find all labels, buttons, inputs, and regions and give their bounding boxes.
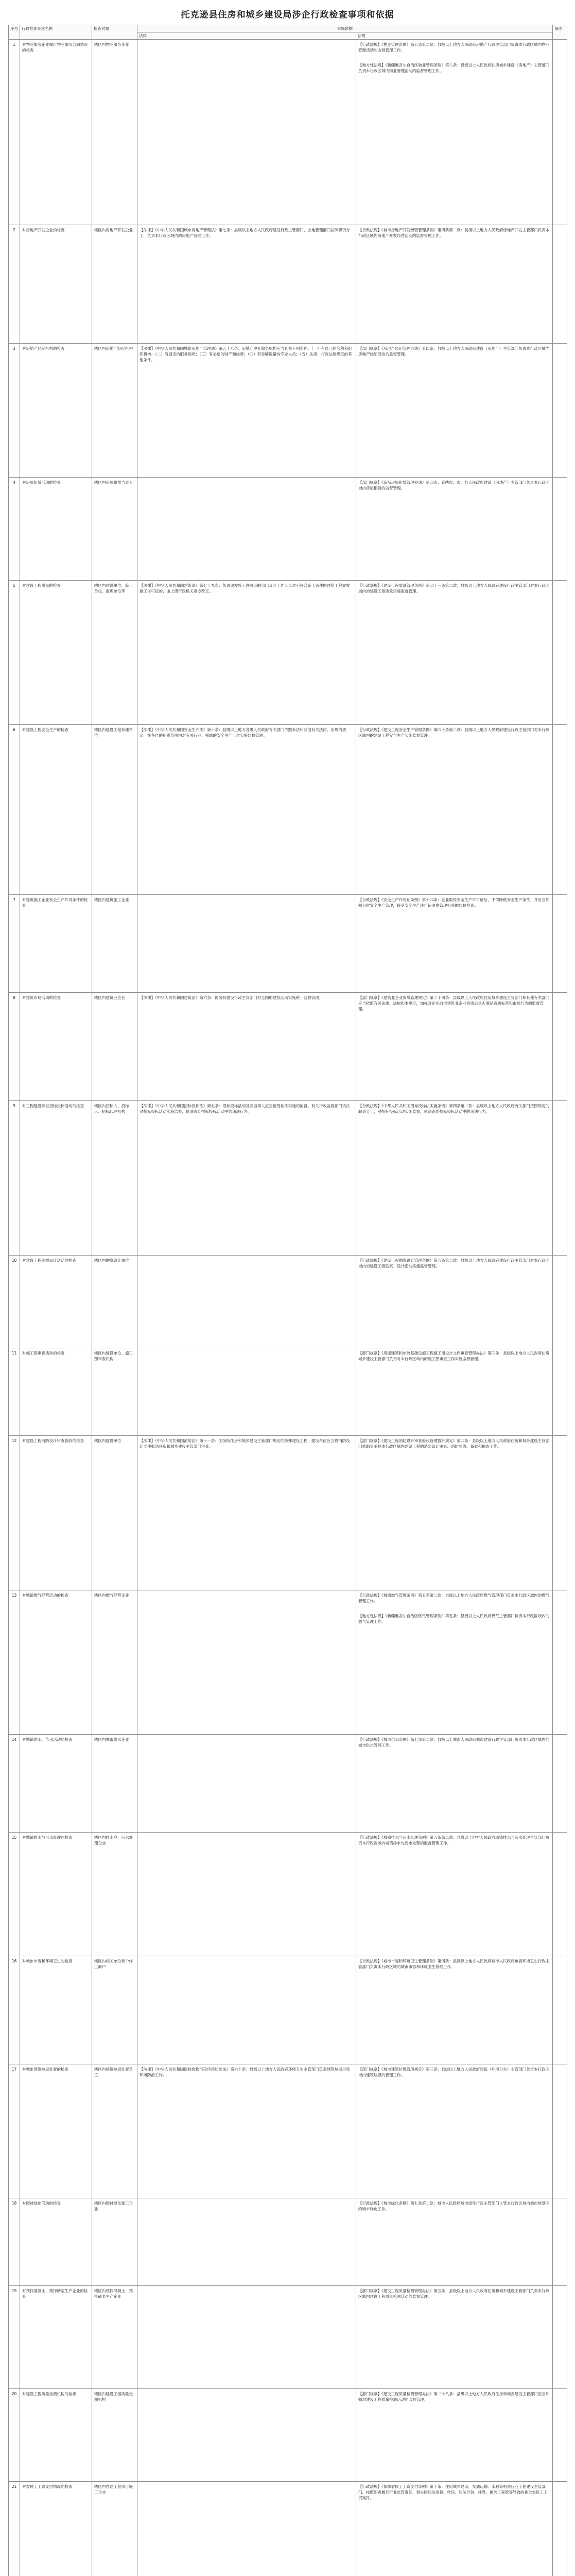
row-number: 5 — [9, 581, 20, 725]
inspection-subject: 辖区内在建工程项目施工企业 — [92, 2482, 137, 2576]
note-cell — [553, 993, 567, 1101]
law-basis-cell — [137, 2064, 356, 2198]
law-basis-text: 【法律】《中华人民共和国城市房地产管理法》第五十八条：房地产中介服务机构应当具备下列条件：（一）有自己的名称和组织机构；（二）有固定的服务场所；（三）有必要的财产和经费；（四）有足够数量的专业人员；（五）法律、行政法规规定的其他条件。 — [140, 346, 352, 362]
regulation-basis-cell — [356, 225, 553, 344]
table-row — [9, 1833, 567, 1956]
table-row — [9, 40, 567, 225]
regulation-basis-cell — [356, 2482, 553, 2576]
inspection-item-name: 对建设工程勘察设计活动的检查 — [20, 1256, 92, 1348]
regulation-basis-text: 【部门规章】《建设工程质量检测管理办法》第二十八条：县级以上地方人民政府住房和城乡建设主管部门应当加强对建设工程质量检测活动的监督管理。 — [358, 2392, 550, 2402]
inspection-item-name: 对城镇燃气经营活动的检查 — [20, 1590, 92, 1735]
regulation-basis-cell — [356, 478, 553, 581]
note-cell — [553, 725, 567, 895]
law-basis-cell — [137, 1348, 356, 1436]
law-basis-text: 【法律】《中华人民共和国建筑法》第六条：国务院建设行政主管部门对全国的建筑活动实施统一监督管理。 — [140, 995, 323, 1000]
row-number: 11 — [9, 1348, 20, 1436]
inspection-subject: 辖区内物业服务企业 — [92, 40, 137, 225]
regulation-basis-text: 【行政法规】《建设工程质量管理条例》第四十三条第二款：县级以上地方人民政府建设行政主管部门对本行政区域内的建设工程质量实施监督管理。 — [358, 583, 550, 594]
table-row — [9, 478, 567, 581]
inspection-subject: 辖区内燃气经营企业 — [92, 1590, 137, 1735]
law-basis-cell — [137, 2482, 356, 2576]
inspection-subject: 辖区内勘察设计单位 — [92, 1256, 137, 1348]
regulation-basis-text: 【行政法规】《城市市容和环境卫生管理条例》第四条：县级以上地方人民政府城市人民政府市容环境卫生行政主管部门负责本行政区域的城市市容和环境卫生管理工作。 — [358, 1959, 550, 1969]
note-cell — [553, 581, 567, 725]
row-number: 19 — [9, 2286, 20, 2389]
table-row — [9, 1956, 567, 2064]
row-number: 7 — [9, 895, 20, 993]
row-number: 8 — [9, 993, 20, 1101]
regulation-basis-text: 【行政法规】《安全生产许可证条例》第十四条：企业取得安全生产许可证后，不得降低安全生产条件，并应当加强日常安全生产管理，接受安全生产许可证颁发管理机关的监督检查。 — [358, 897, 550, 908]
note-cell — [553, 2286, 567, 2389]
inspection-item-name: 对预拌混凝土、预拌砂浆生产企业的检查 — [20, 2286, 92, 2389]
regulation-basis-text: 【部门规章】《房屋建筑和市政基础设施工程施工图设计文件审查管理办法》第四条：县级以上地方人民政府住房城乡建设主管部门负责对本行政区域内的施工图审查工作实施监督管理。 — [358, 1351, 550, 1361]
table-row — [9, 2198, 567, 2286]
law-basis-cell — [137, 40, 356, 225]
inspection-item-name: 对园林绿化活动的检查 — [20, 2198, 92, 2286]
inspection-subject: 辖区内建筑施工企业 — [92, 895, 137, 993]
note-cell — [553, 1735, 567, 1833]
note-cell — [553, 2198, 567, 2286]
note-cell — [553, 344, 567, 478]
regulation-basis-cell — [356, 895, 553, 993]
regulation-basis-cell — [356, 581, 553, 725]
note-cell — [553, 1956, 567, 2064]
table-row — [9, 725, 567, 895]
law-basis-cell — [137, 581, 356, 725]
row-number: 3 — [9, 344, 20, 478]
law-basis-text: 【法律】《中华人民共和国城市房地产管理法》第七条：县级以上地方人民政府建设行政主管部门、土地管理部门按照职责分工，负责本行政区域内的房地产管理工作。 — [140, 228, 350, 238]
regulation-basis-text: 【部门规章】《建筑业企业资质管理规定》第二十四条：县级以上人民政府住房城乡建设主管部门和其他有关部门应当依照有关法律、法规和本规定，加强对企业取得建筑业企业资质后是否满足资质标准和市场行为的监督管理。 — [358, 995, 550, 1011]
inspection-subject: 辖区内相关单位和个体工商户 — [92, 1956, 137, 2064]
inspection-item-name: 对房地产经纪机构的检查 — [20, 344, 92, 478]
header-subject: 检查对象 — [92, 25, 137, 40]
regulation-basis-text: 【部门规章】《房地产经纪管理办法》第四条：县级以上地方人民政府建设（房地产）主管部门负责本行政区域内房地产经纪活动的监督管理。 — [358, 346, 550, 357]
header-note: 备注 — [553, 25, 567, 40]
inspection-item-name: 对农民工工资支付情况的检查 — [20, 2482, 92, 2576]
table-body — [9, 40, 567, 2576]
row-number: 9 — [9, 1101, 20, 1256]
row-number: 21 — [9, 2482, 20, 2576]
regulation-basis-text: 【行政法规】《城镇排水与污水处理条例》第五条第二款：县级以上地方人民政府城镇排水与污水处理主管部门负责本行政区域内城镇排水与污水处理的监督管理工作。 — [358, 1835, 550, 1845]
inspection-subject: 辖区内房屋租赁当事人 — [92, 478, 137, 581]
table-row — [9, 1256, 567, 1348]
row-number: 2 — [9, 225, 20, 344]
law-basis-text: 【法律】《中华人民共和国安全生产法》第十条：县级以上地方各级人民政府有关部门依照本法和其他有关法律、法规的规定，在各自的职责范围内对有关行业、领域的安全生产工作实施监督管理。 — [140, 727, 346, 738]
inspection-item-name: 对建设工程消防设计审查验收的检查 — [20, 1436, 92, 1590]
inspection-subject: 辖区内建设单位、施工单位、监理单位等 — [92, 581, 137, 725]
row-number: 10 — [9, 1256, 20, 1348]
inspection-subject: 辖区内园林绿化施工企业 — [92, 2198, 137, 2286]
regulation-basis-cell — [356, 725, 553, 895]
header-law: 法律 — [137, 32, 356, 40]
note-cell — [553, 1833, 567, 1956]
law-basis-cell — [137, 2389, 356, 2482]
note-cell — [553, 1590, 567, 1735]
table-row — [9, 1590, 567, 1735]
document-title: 托克逊县住房和城乡建设局涉企行政检查事项和依据 — [181, 10, 394, 20]
inspection-item-name: 对建筑施工企业安全生产许可条件的检查 — [20, 895, 92, 993]
law-basis-cell — [137, 1735, 356, 1833]
table-row — [9, 1101, 567, 1256]
law-basis-cell — [137, 725, 356, 895]
regulation-basis-cell — [356, 2389, 553, 2482]
regulation-basis-cell — [356, 1256, 553, 1348]
table-row — [9, 895, 567, 993]
table-row — [9, 225, 567, 344]
inspection-item-name: 对城市建筑垃圾处置的检查 — [20, 2064, 92, 2198]
inspection-subject: 辖区内建设工程参建单位 — [92, 725, 137, 895]
regulation-basis-text: 【行政法规】《保障农民工工资支付条例》第十条：住房城乡建设、交通运输、水利等相关行业工程建设主管部门，按照职责履行行业监管责任，督办因违法发包、转包、违法分包、挂靠、拖欠工程款等导致的拖欠农民工工资案件。 — [358, 2484, 548, 2500]
law-basis-cell — [137, 1956, 356, 2064]
row-number: 6 — [9, 725, 20, 895]
regulation-basis-text: 【部门规章】《城市建筑垃圾管理规定》第三条：县级以上地方人民政府建设（环境卫生）主管部门负责本行政区域内建筑垃圾的管理工作。 — [358, 2067, 550, 2077]
law-basis-cell — [137, 1256, 356, 1348]
inspection-subject: 辖区内建设工程质量检测机构 — [92, 2389, 137, 2482]
table-row — [9, 581, 567, 725]
law-basis-cell — [137, 1436, 356, 1590]
header-reg: 法规 — [356, 32, 553, 40]
inspection-item-name: 对城镇供水、节水活动的检查 — [20, 1735, 92, 1833]
table-row — [9, 344, 567, 478]
note-cell — [553, 1436, 567, 1590]
inspection-item-name: 对建设工程安全生产的检查 — [20, 725, 92, 895]
law-basis-text: 【法律】《中华人民共和国招标投标法》第七条：招标投标活动及其当事人应当接受依法实施的监督。有关行政监督部门依法对招标投标活动实施监督，依法查处招标投标活动中的违法行为。 — [140, 1104, 350, 1114]
row-number: 13 — [9, 1590, 20, 1735]
law-basis-cell — [137, 225, 356, 344]
note-cell — [553, 2389, 567, 2482]
law-basis-text: 【法律】《中华人民共和国建筑法》第七十九条：负责颁发施工许可证的部门及其工作人员对不符合施工条件的建筑工程颁发施工许可证的，由上级行政机关责令改正。 — [140, 583, 350, 594]
regulation-basis-text: 【行政法规】《建设工程安全生产管理条例》第四十条第二款：县级以上地方人民政府建设行政主管部门对本行政区域内的建设工程安全生产实施监督管理。 — [358, 727, 550, 738]
row-number: 12 — [9, 1436, 20, 1590]
regulation-basis-cell — [356, 1590, 553, 1735]
regulation-basis-cell — [356, 344, 553, 478]
regulation-basis-text: 【行政法规】《物业管理条例》第五条第二款：县级以上地方人民政府房地产行政主管部门负责本行政区域内物业管理活动的监督管理工作。 — [358, 42, 550, 53]
regulation-basis-text: 【部门规章】《建设工程质量检测管理办法》第五条：县级以上地方人民政府住房和城乡建设主管部门负责本行政区域内建设工程质量检测活动的监督管理。 — [358, 2289, 550, 2299]
regulation-basis-text: 【行政法规】《建设工程勘察设计管理条例》第五条第二款：县级以上地方人民政府建设行政主管部门对本行政区域内的建设工程勘察、设计活动实施监督管理。 — [358, 1258, 550, 1268]
row-number: 1 — [9, 40, 20, 225]
row-number: 17 — [9, 2064, 20, 2198]
inspection-item-name: 对工程建设项目招标投标活动的检查 — [20, 1101, 92, 1256]
inspection-subject: 辖区内房地产开发企业 — [92, 225, 137, 344]
note-cell — [553, 1348, 567, 1436]
inspection-subject: 辖区内建设单位、施工图审查机构 — [92, 1348, 137, 1436]
inspection-subject: 辖区内排水户、污水处理企业 — [92, 1833, 137, 1956]
table-row — [9, 2286, 567, 2389]
law-basis-cell — [137, 2198, 356, 2286]
table-row — [9, 2389, 567, 2482]
row-number: 20 — [9, 2389, 20, 2482]
inspection-subject: 辖区内房地产经纪机构 — [92, 344, 137, 478]
law-basis-cell — [137, 993, 356, 1101]
law-basis-cell — [137, 2286, 356, 2389]
inspection-item-name: 对城市市容和环境卫生的检查 — [20, 1956, 92, 2064]
note-cell — [553, 1101, 567, 1256]
inspection-item-name: 对施工图审查活动的检查 — [20, 1348, 92, 1436]
row-number: 14 — [9, 1735, 20, 1833]
regulation-basis-cell — [356, 1833, 553, 1956]
note-cell — [553, 478, 567, 581]
header-name: 行政检查事项名称 — [20, 25, 92, 40]
note-cell — [553, 2482, 567, 2576]
regulation-basis-text: 【行政法规】《城市房地产开发经营管理条例》第四条第二款：县级以上地方人民政府房地产开发主管部门负责本行政区域内房地产开发经营活动的监督管理工作。 — [358, 228, 550, 238]
regulation-basis-cell — [356, 1348, 553, 1436]
law-basis-text: 【法律】《中华人民共和国固体废物污染环境防治法》第六十条：县级以上地方人民政府环境卫生主管部门负责建筑垃圾污染环境防治工作。 — [140, 2067, 350, 2077]
note-cell — [553, 2064, 567, 2198]
regulation-basis-cell — [356, 1101, 553, 1256]
note-cell — [553, 1256, 567, 1348]
table-row — [9, 2482, 567, 2576]
law-basis-cell — [137, 344, 356, 478]
law-basis-cell — [137, 478, 356, 581]
regulation-basis-cell — [356, 2286, 553, 2389]
regulation-basis-cell — [356, 1436, 553, 1590]
regulation-basis-text: 【行政法规】《城市绿化条例》第七条第二款：城市人民政府城市绿化行政主管部门主管本行政区域内城市规划区的城市绿化工作。 — [358, 2201, 550, 2211]
regulation-basis-text: 【地方性法规】《新疆维吾尔自治区燃气管理条例》第五条：县级以上人民政府燃气主管部门负责本行政区域内的燃气管理工作。 — [358, 1614, 550, 1624]
table-row — [9, 1348, 567, 1436]
row-number: 18 — [9, 2198, 20, 2286]
law-basis-text: 【法律】《中华人民共和国消防法》第十一条：国务院住房和城乡建设主管部门规定的特殊建设工程，建设单位应当将消防设计文件报送住房和城乡建设主管部门审查。 — [140, 1438, 350, 1449]
regulation-basis-text: 【行政法规】《中华人民共和国招标投标法实施条例》第四条第二款：县级以上地方人民政府有关部门按照规定的职责分工，对招标投标活动实施监督，依法查处招标投标活动中的违法行为。 — [358, 1104, 550, 1114]
regulation-basis-cell — [356, 1956, 553, 2064]
law-basis-cell — [137, 1101, 356, 1256]
note-cell — [553, 40, 567, 225]
inspection-item-name: 对房屋租赁活动的检查 — [20, 478, 92, 581]
regulation-basis-text: 【行政法规】《城市供水条例》第七条第二款：县级以上城市人民政府城市建设行政主管部门负责本行政区域内的城市供水管理工作。 — [358, 1737, 550, 1748]
inspection-item-name: 对物业服务企业履行物业服务合同情况的检查 — [20, 40, 92, 225]
note-cell — [553, 225, 567, 344]
table-row — [9, 1735, 567, 1833]
header-no: 序号 — [9, 25, 20, 40]
inspection-subject: 辖区内预拌混凝土、预拌砂浆生产企业 — [92, 2286, 137, 2389]
regulation-basis-text: 【行政法规】《城镇燃气管理条例》第五条第二款：县级以上地方人民政府燃气管理部门负责本行政区域内的燃气管理工作。 — [358, 1593, 550, 1603]
row-number: 4 — [9, 478, 20, 581]
regulation-basis-cell — [356, 993, 553, 1101]
inspection-subject: 辖区内建设单位 — [92, 1436, 137, 1590]
inspection-table — [8, 25, 567, 2576]
regulation-basis-cell — [356, 40, 553, 225]
law-basis-cell — [137, 895, 356, 993]
regulation-basis-text: 【部门规章】《建设工程消防设计审查验收管理暂行规定》第四条：县级以上地方人民政府住房和城乡建设主管部门依职责承担本行政区域内建设工程的消防设计审查、消防验收、备案和抽查工作。 — [358, 1438, 550, 1449]
law-basis-cell — [137, 1833, 356, 1956]
inspection-subject: 辖区内建筑垃圾处置单位 — [92, 2064, 137, 2198]
table-row — [9, 993, 567, 1101]
regulation-basis-cell — [356, 1735, 553, 1833]
inspection-item-name: 对房地产开发企业的检查 — [20, 225, 92, 344]
row-number: 16 — [9, 1956, 20, 2064]
inspection-item-name: 对建设工程质量检测机构的检查 — [20, 2389, 92, 2482]
inspection-subject: 辖区内建筑业企业 — [92, 993, 137, 1101]
inspection-item-name: 对建设工程质量的检查 — [20, 581, 92, 725]
note-cell — [553, 895, 567, 993]
row-number: 15 — [9, 1833, 20, 1956]
inspection-subject: 辖区内城市供水企业 — [92, 1735, 137, 1833]
table-row — [9, 1436, 567, 1590]
regulation-basis-text: 【部门规章】《商品房屋租赁管理办法》第四条：直辖市、市、县人民政府建设（房地产）主管部门负责本行政区域内房屋租赁的监督管理。 — [358, 480, 550, 490]
inspection-subject: 辖区内招标人、投标人、招标代理机构 — [92, 1101, 137, 1256]
regulation-basis-text: 【地方性法规】《新疆维吾尔自治区物业管理条例》第六条：县级以上人民政府住房城乡建设（房地产）主管部门负责本行政区域内物业管理活动的监督管理工作。 — [358, 63, 550, 73]
law-basis-cell — [137, 1590, 356, 1735]
inspection-item-name: 对城镇排水与污水处理的检查 — [20, 1833, 92, 1956]
regulation-basis-cell — [356, 2198, 553, 2286]
inspection-item-name: 对建筑市场活动的检查 — [20, 993, 92, 1101]
regulation-basis-cell — [356, 2064, 553, 2198]
table-row — [9, 2064, 567, 2198]
header-basis-group: 实施依据 — [137, 25, 553, 32]
